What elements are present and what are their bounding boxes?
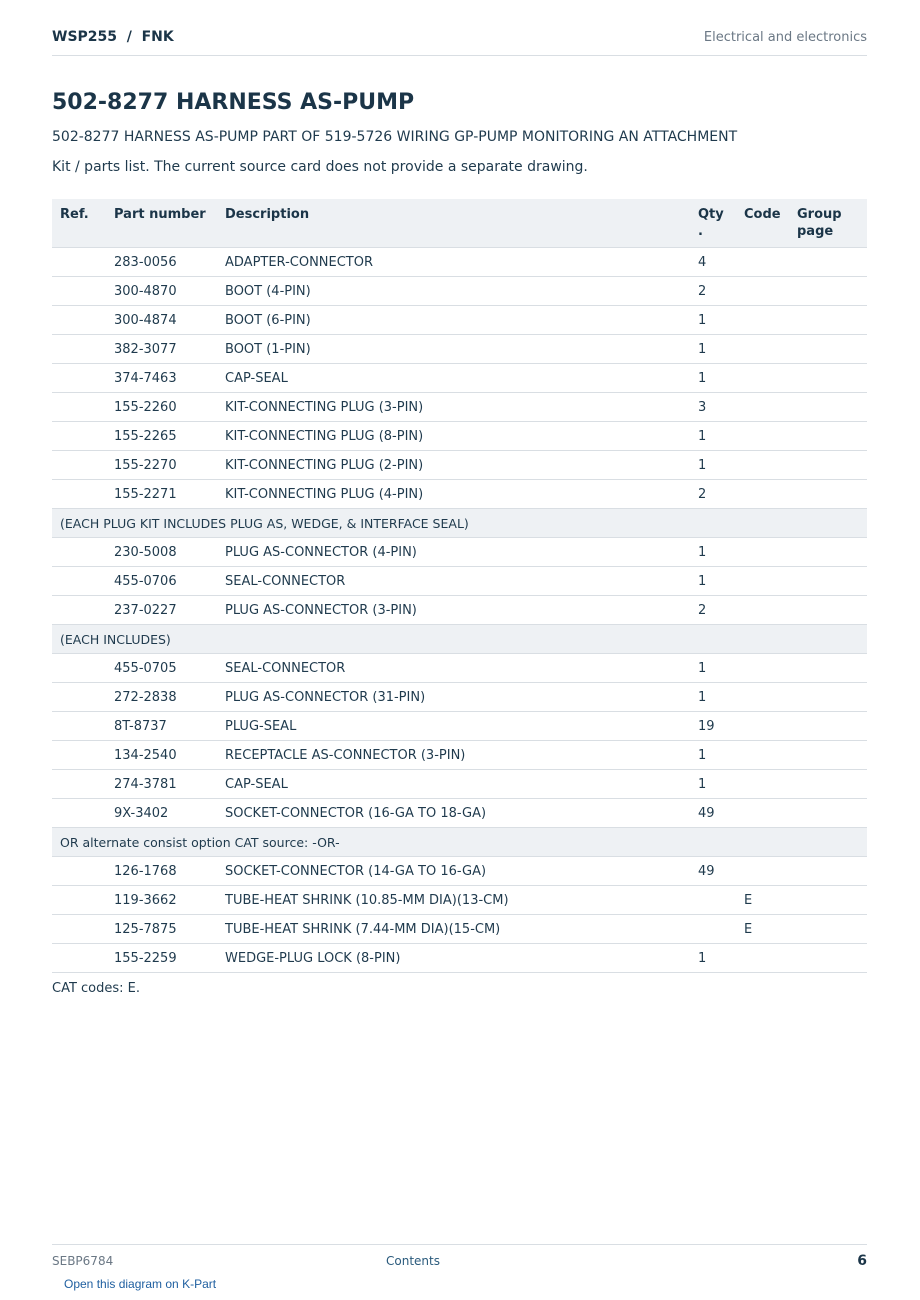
description-cell: CAP-SEAL	[225, 364, 698, 393]
table-row	[52, 393, 867, 422]
group-page-cell	[797, 306, 867, 335]
table-row	[52, 886, 867, 915]
ref-cell	[52, 712, 114, 741]
group-note: (EACH INCLUDES)	[52, 625, 867, 654]
code-cell	[744, 480, 797, 509]
table-row	[52, 712, 867, 741]
qty-cell: 2	[698, 596, 744, 625]
qty-cell: 1	[698, 654, 744, 683]
breadcrumb: WSP255 / FNK	[52, 29, 174, 45]
group-page-cell	[797, 364, 867, 393]
qty-header-line2: .	[698, 224, 703, 239]
description-cell: TUBE-HEAT SHRINK (10.85-MM DIA)(13-CM)	[225, 886, 698, 915]
group-page-cell	[797, 770, 867, 799]
description-cell: BOOT (4-PIN)	[225, 277, 698, 306]
group-page-cell	[797, 596, 867, 625]
table-row	[52, 277, 867, 306]
group-page-cell	[797, 480, 867, 509]
part-number-cell: 119-3662	[114, 886, 225, 915]
table-row	[52, 538, 867, 567]
group-page-cell	[797, 683, 867, 712]
col-code-header: Code	[744, 199, 797, 248]
table-row	[52, 306, 867, 335]
ref-cell	[52, 857, 114, 886]
group-page-cell	[797, 567, 867, 596]
part-number-cell: 230-5008	[114, 538, 225, 567]
ref-cell	[52, 567, 114, 596]
code-cell	[744, 567, 797, 596]
ref-cell	[52, 422, 114, 451]
code-cell	[744, 770, 797, 799]
group-page-cell	[797, 712, 867, 741]
part-number-cell: 125-7875	[114, 915, 225, 944]
part-number-cell: 155-2271	[114, 480, 225, 509]
source-note: Kit / parts list. The current source card does not provide a separate drawing.	[52, 159, 588, 175]
qty-cell: 1	[698, 538, 744, 567]
description-cell: CAP-SEAL	[225, 770, 698, 799]
table-row	[52, 596, 867, 625]
ref-cell	[52, 480, 114, 509]
code-cell	[744, 335, 797, 364]
group-note-row	[52, 509, 867, 538]
qty-cell	[698, 886, 744, 915]
part-number-cell: 455-0706	[114, 567, 225, 596]
qty-cell: 1	[698, 451, 744, 480]
col-part-number-header: Part number	[114, 199, 225, 248]
ref-cell	[52, 248, 114, 277]
description-cell: KIT-CONNECTING PLUG (2-PIN)	[225, 451, 698, 480]
page-footer	[52, 1244, 867, 1275]
page-subtitle: 502-8277 HARNESS AS-PUMP PART OF 519-5726 WIRING GP-PUMP MONITORING AN ATTACHMENT	[52, 129, 738, 145]
description-cell: RECEPTACLE AS-CONNECTOR (3-PIN)	[225, 741, 698, 770]
table-row	[52, 683, 867, 712]
group-page-cell	[797, 799, 867, 828]
part-number-cell: 237-0227	[114, 596, 225, 625]
group-page-cell	[797, 422, 867, 451]
ref-cell	[52, 451, 114, 480]
ref-cell	[52, 915, 114, 944]
ref-cell	[52, 770, 114, 799]
group-page-cell	[797, 451, 867, 480]
qty-cell: 1	[698, 770, 744, 799]
part-number-cell: 274-3781	[114, 770, 225, 799]
description-cell: BOOT (1-PIN)	[225, 335, 698, 364]
ref-cell	[52, 364, 114, 393]
code-cell	[744, 654, 797, 683]
col-ref-header: Ref.	[52, 199, 114, 248]
qty-cell: 1	[698, 335, 744, 364]
ref-cell	[52, 654, 114, 683]
description-cell: WEDGE-PLUG LOCK (8-PIN)	[225, 944, 698, 973]
group-page-cell	[797, 886, 867, 915]
section-name: Electrical and electronics	[703, 30, 867, 45]
part-number-cell: 134-2540	[114, 741, 225, 770]
open-diagram-link[interactable]: Open this diagram on K-Part	[64, 1277, 217, 1291]
table-row	[52, 944, 867, 973]
qty-cell: 1	[698, 944, 744, 973]
table-row	[52, 770, 867, 799]
group-note: OR alternate consist option CAT source: -OR-	[52, 828, 867, 857]
table-row	[52, 364, 867, 393]
ref-cell	[52, 538, 114, 567]
ref-cell	[52, 335, 114, 364]
description-cell: KIT-CONNECTING PLUG (3-PIN)	[225, 393, 698, 422]
part-number-cell: 300-4874	[114, 306, 225, 335]
code-cell	[744, 422, 797, 451]
group-page-cell	[797, 915, 867, 944]
parts-table-body	[52, 248, 867, 973]
group-page-cell	[797, 654, 867, 683]
qty-cell: 2	[698, 277, 744, 306]
table-row	[52, 915, 867, 944]
ref-cell	[52, 306, 114, 335]
code-cell	[744, 857, 797, 886]
ref-cell	[52, 886, 114, 915]
part-number-cell: 155-2270	[114, 451, 225, 480]
group-page-cell	[797, 335, 867, 364]
ref-cell	[52, 683, 114, 712]
group-page-cell	[797, 857, 867, 886]
qty-cell: 1	[698, 741, 744, 770]
part-number-cell: 155-2259	[114, 944, 225, 973]
code-cell	[744, 712, 797, 741]
part-number-cell: 155-2260	[114, 393, 225, 422]
description-cell: BOOT (6-PIN)	[225, 306, 698, 335]
qty-cell: 1	[698, 306, 744, 335]
part-number-cell: 374-7463	[114, 364, 225, 393]
description-cell: ADAPTER-CONNECTOR	[225, 248, 698, 277]
code-cell	[744, 799, 797, 828]
description-cell: SEAL-CONNECTOR	[225, 654, 698, 683]
code-cell	[744, 683, 797, 712]
code-cell	[744, 944, 797, 973]
description-cell: SEAL-CONNECTOR	[225, 567, 698, 596]
table-row	[52, 857, 867, 886]
cat-codes: CAT codes: E.	[52, 981, 141, 996]
description-cell: TUBE-HEAT SHRINK (7.44-MM DIA)(15-CM)	[225, 915, 698, 944]
page-header	[52, 29, 867, 56]
table-row	[52, 741, 867, 770]
group-page-cell	[797, 393, 867, 422]
code-cell	[744, 538, 797, 567]
part-number-cell: 8T-8737	[114, 712, 225, 741]
group-page-cell	[797, 741, 867, 770]
description-cell: PLUG AS-CONNECTOR (31-PIN)	[225, 683, 698, 712]
part-number-cell: 455-0705	[114, 654, 225, 683]
ref-cell	[52, 741, 114, 770]
ref-cell	[52, 393, 114, 422]
code-cell	[744, 393, 797, 422]
code-cell: E	[744, 915, 797, 944]
ref-cell	[52, 596, 114, 625]
qty-cell: 3	[698, 393, 744, 422]
qty-header-line1: Qty	[698, 207, 724, 222]
description-cell: KIT-CONNECTING PLUG (8-PIN)	[225, 422, 698, 451]
col-qty-header	[698, 199, 744, 248]
group-note-row	[52, 625, 867, 654]
code-cell	[744, 451, 797, 480]
code-cell: E	[744, 886, 797, 915]
description-cell: SOCKET-CONNECTOR (14-GA TO 16-GA)	[225, 857, 698, 886]
table-row	[52, 422, 867, 451]
code-cell	[744, 277, 797, 306]
contents-link[interactable]: Contents	[386, 1254, 440, 1268]
qty-cell: 49	[698, 857, 744, 886]
qty-cell: 2	[698, 480, 744, 509]
part-number-cell: 9X-3402	[114, 799, 225, 828]
group-page-cell	[797, 944, 867, 973]
table-row	[52, 799, 867, 828]
qty-cell: 1	[698, 567, 744, 596]
qty-cell: 19	[698, 712, 744, 741]
col-description-header: Description	[225, 199, 698, 248]
page-title: 502-8277 HARNESS AS-PUMP	[52, 90, 415, 115]
ref-cell	[52, 944, 114, 973]
group-header-line1: Group	[797, 207, 842, 222]
table-row	[52, 654, 867, 683]
qty-cell	[698, 915, 744, 944]
code-cell	[744, 364, 797, 393]
description-cell: KIT-CONNECTING PLUG (4-PIN)	[225, 480, 698, 509]
group-page-cell	[797, 277, 867, 306]
code-cell	[744, 596, 797, 625]
page-number: 6	[857, 1253, 867, 1269]
group-page-cell	[797, 248, 867, 277]
part-number-cell: 300-4870	[114, 277, 225, 306]
part-number-cell: 283-0056	[114, 248, 225, 277]
table-row	[52, 335, 867, 364]
group-note-row	[52, 828, 867, 857]
ref-cell	[52, 277, 114, 306]
description-cell: PLUG AS-CONNECTOR (4-PIN)	[225, 538, 698, 567]
code-cell	[744, 306, 797, 335]
col-group-page-header	[797, 199, 867, 248]
part-number-cell: 155-2265	[114, 422, 225, 451]
table-row	[52, 451, 867, 480]
group-page-cell	[797, 538, 867, 567]
table-row	[52, 480, 867, 509]
qty-cell: 1	[698, 364, 744, 393]
part-number-cell: 272-2838	[114, 683, 225, 712]
description-cell: SOCKET-CONNECTOR (16-GA TO 18-GA)	[225, 799, 698, 828]
group-header-line2: page	[797, 224, 834, 239]
parts-table	[52, 199, 867, 973]
table-row	[52, 248, 867, 277]
ref-cell	[52, 799, 114, 828]
code-cell	[744, 248, 797, 277]
part-number-cell: 382-3077	[114, 335, 225, 364]
description-cell: PLUG AS-CONNECTOR (3-PIN)	[225, 596, 698, 625]
part-number-cell: 126-1768	[114, 857, 225, 886]
qty-cell: 1	[698, 422, 744, 451]
qty-cell: 4	[698, 248, 744, 277]
table-header-row	[52, 199, 867, 248]
group-note: (EACH PLUG KIT INCLUDES PLUG AS, WEDGE, & INTERFACE SEAL)	[52, 509, 867, 538]
code-cell	[744, 741, 797, 770]
qty-cell: 49	[698, 799, 744, 828]
description-cell: PLUG-SEAL	[225, 712, 698, 741]
table-row	[52, 567, 867, 596]
document-id: SEBP6784	[52, 1254, 114, 1268]
qty-cell: 1	[698, 683, 744, 712]
